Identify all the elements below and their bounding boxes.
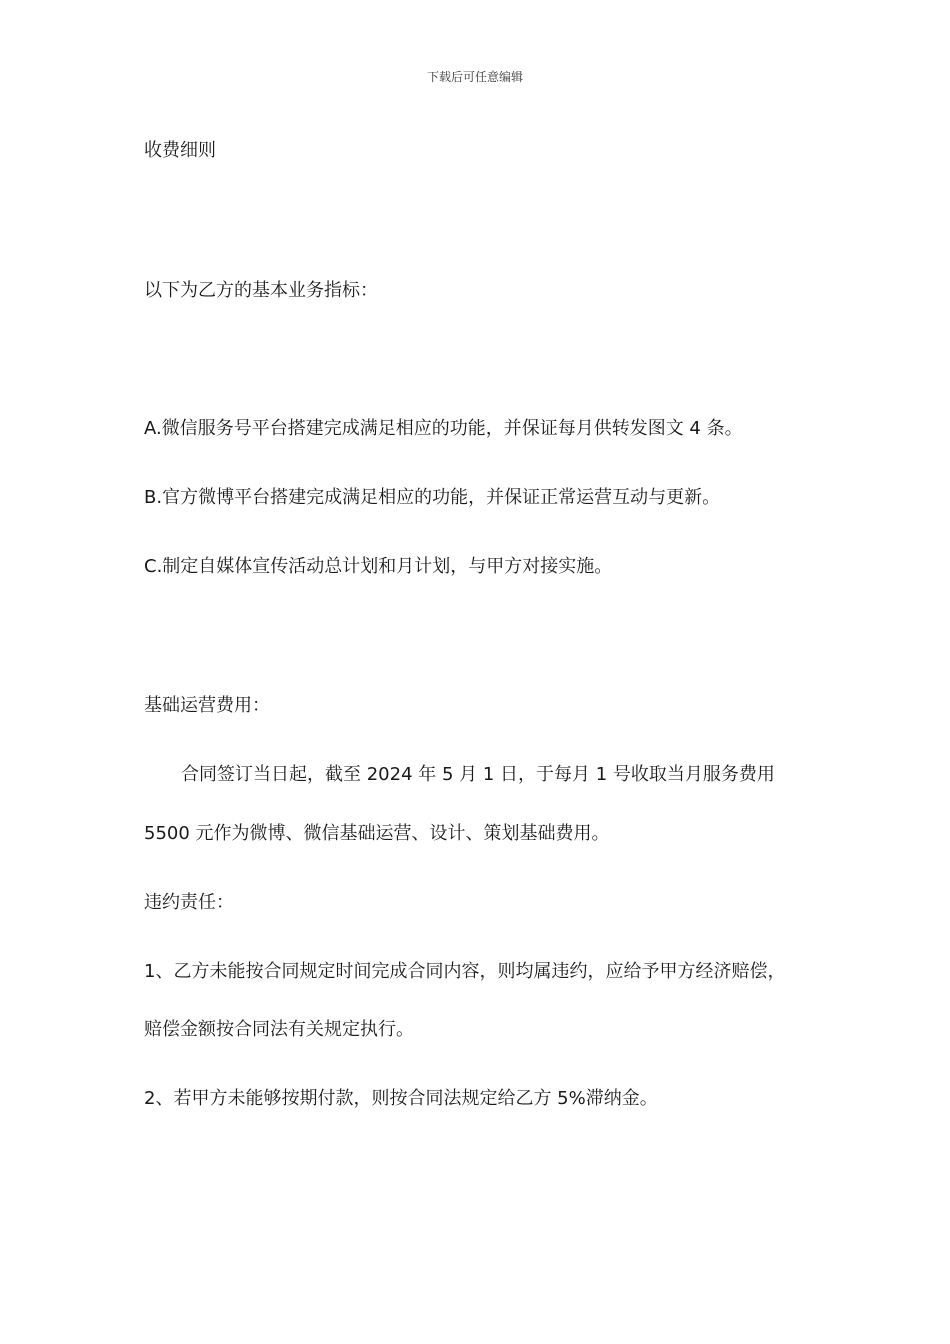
section-title: 收费细则 [144,140,216,161]
fee-line-1: 合同签订当日起，截至 2024 年 5 月 1 日，于每月 1 号收取当月服务费用 [181,764,775,785]
fee-line-2: 5500 元作为微博、微信基础运营、设计、策划基础费用。 [144,823,610,844]
fee-heading: 基础运营费用： [144,695,270,716]
liability-2: 2、若甲方未能够按期付款，则按合同法规定给乙方 5%滞纳金。 [144,1088,658,1109]
intro-text: 以下为乙方的基本业务指标： [144,280,378,301]
liability-heading: 违约责任： [144,892,234,913]
indicator-a: A.微信服务号平台搭建完成满足相应的功能，并保证每月供转发图文 4 条。 [144,418,743,439]
indicator-c: C.制定自媒体宣传活动总计划和月计划，与甲方对接实施。 [144,556,613,577]
header-note: 下载后可任意编辑 [426,70,523,84]
liability-1-line-2: 赔偿金额按合同法有关规定执行。 [144,1019,414,1040]
liability-1-line-1: 1、乙方未能按合同规定时间完成合同内容，则均属违约，应给予甲方经济赔偿， [144,961,786,982]
indicator-b: B.官方微博平台搭建完成满足相应的功能，并保证正常运营互动与更新。 [144,487,721,508]
